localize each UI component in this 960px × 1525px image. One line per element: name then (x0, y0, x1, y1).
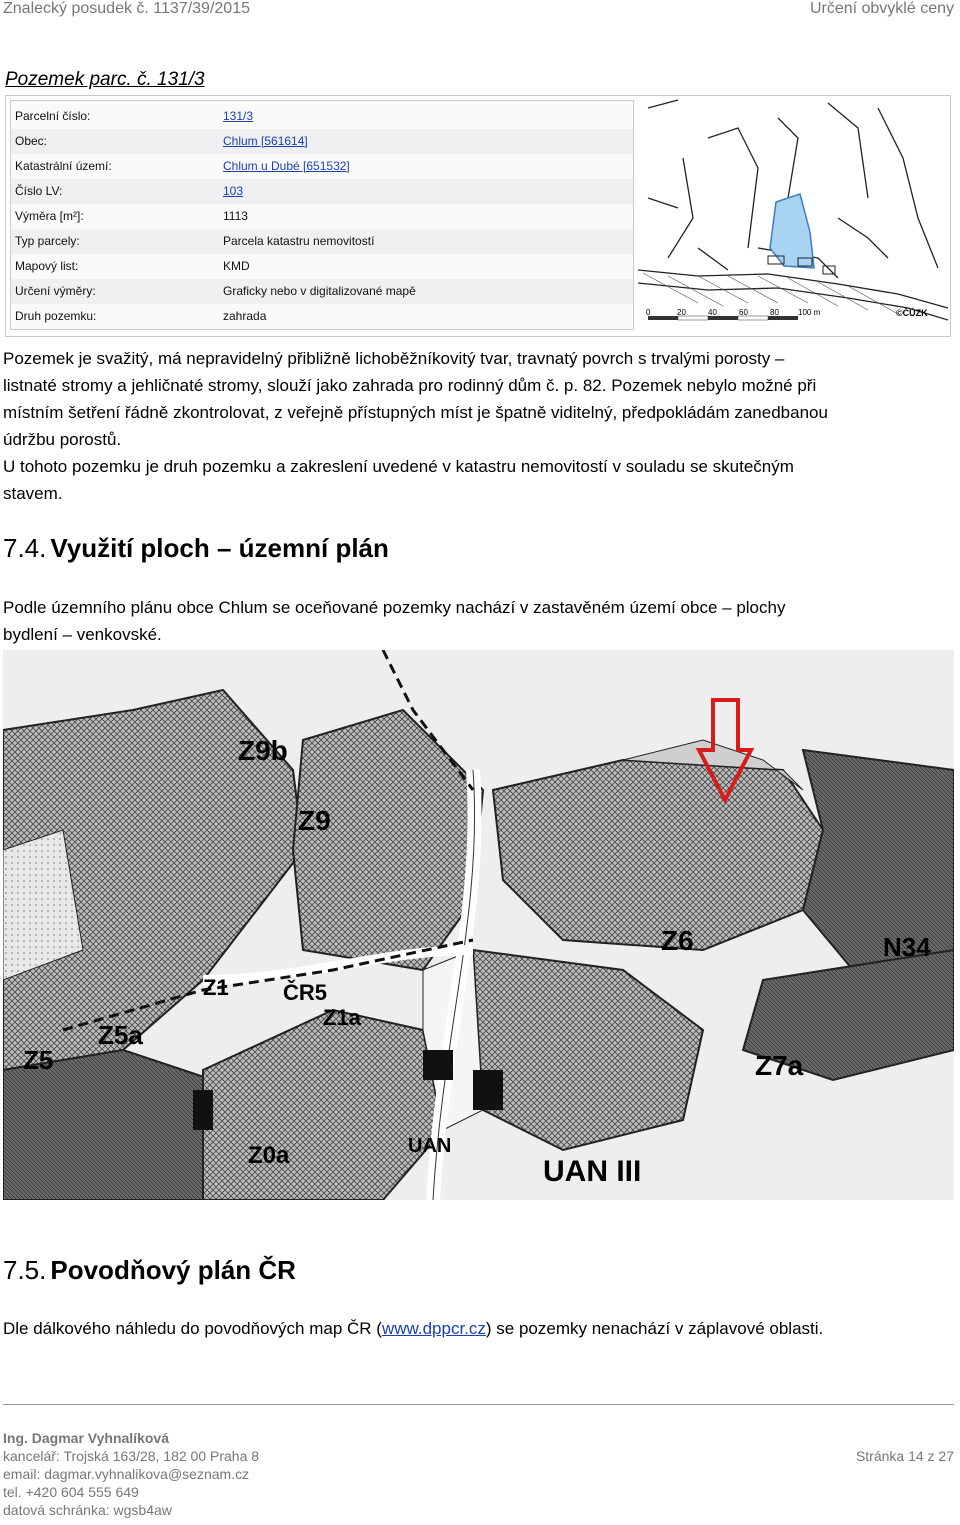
author-name: Ing. Dagmar Vyhnalíková (3, 1430, 169, 1446)
info-key: Mapový list: (15, 259, 79, 273)
author-phone: tel. +420 604 555 649 (3, 1484, 139, 1500)
zone-label: Z1 (203, 975, 229, 1000)
dppcr-link[interactable]: www.dppcr.cz (381, 1319, 486, 1338)
section-number: 7.5. (3, 1255, 47, 1285)
text-line: U tohoto pozemku je druh pozemku a zakreslení uvedené v katastru nemovitostí v souladu se skutečným (3, 457, 794, 476)
scale-tick: 60 (739, 308, 748, 317)
text-line: bydlení – venkovské. (3, 625, 162, 644)
info-value: Graficky nebo v digitalizované mapě (223, 284, 416, 298)
info-key: Číslo LV: (15, 184, 63, 198)
zone-label: Z5a (98, 1020, 143, 1050)
info-value: Parcela katastru nemovitostí (223, 234, 375, 248)
scale-tick: 20 (677, 308, 686, 317)
info-value: zahrada (223, 309, 267, 323)
text-segment: Dle dálkového náhledu do povodňových map ČR ( (3, 1319, 382, 1338)
text-line: listnaté stromy a jehličnaté stromy, slouží jako zahrada pro rodinný dům č. p. 82. Pozemek nebylo možné při (3, 376, 817, 395)
scale-tick: 0 (646, 308, 651, 317)
section-title: Povodňový plán ČR (50, 1255, 296, 1285)
scale-tick: 100 m (798, 308, 821, 317)
info-value-link[interactable]: 103 (223, 184, 244, 198)
info-value-link[interactable]: Chlum [561614] (223, 134, 308, 148)
zone-label: Z0a (248, 1142, 290, 1169)
zone-label: UAN III (543, 1155, 642, 1188)
zone-label: ČR5 (283, 980, 328, 1005)
zone-label: Z7a (755, 1050, 804, 1081)
zone-label: Z1a (323, 1005, 361, 1030)
info-value-link[interactable]: Chlum u Dubé [651532] (223, 159, 350, 173)
parcel-description (3, 345, 958, 507)
info-row (11, 129, 633, 154)
page-number: Stránka 14 z 27 (855, 1448, 954, 1464)
info-row (11, 279, 633, 304)
cadastre-screenshot (5, 95, 951, 337)
flood-plan-paragraph (3, 1315, 958, 1342)
document-header-title: Znalecký posudek č. 1137/39/2015 (3, 0, 250, 17)
info-row (11, 304, 633, 329)
info-key: Určení výměry: (15, 284, 96, 298)
footer-divider (3, 1404, 954, 1405)
info-key: Typ parcely: (15, 234, 80, 248)
text-line: stavem. (3, 484, 63, 503)
zone-label: Z6 (661, 925, 694, 956)
zoning-plan-map (3, 650, 954, 1200)
info-value: 1113 (223, 209, 248, 223)
info-key: Obec: (15, 134, 48, 148)
info-row (11, 154, 633, 179)
info-key: Výměra [m²]: (15, 209, 84, 223)
info-value: KMD (223, 259, 250, 273)
info-key: Druh pozemku: (15, 309, 97, 323)
text-line: místním šetření řádně zkontrolovat, z veřejně přístupných míst je špatně viditelný, předpokládám zanedbanou (3, 403, 828, 422)
land-use-paragraph (3, 594, 958, 648)
zone-label: Z9b (238, 735, 288, 766)
info-key: Parcelní číslo: (15, 109, 91, 123)
text-line: údržbu porostů. (3, 430, 122, 449)
author-email: email: dagmar.vyhnalikova@seznam.cz (3, 1466, 250, 1482)
info-row (11, 104, 633, 129)
scale-tick: 40 (708, 308, 717, 317)
info-row (11, 204, 633, 229)
map-copyright: ©ČÚZK (896, 308, 928, 318)
text-segment: ) se pozemky nenachází v záplavové oblasti. (485, 1319, 824, 1338)
zone-label: Z5 (23, 1045, 54, 1075)
office-address: kancelář: Trojská 163/28, 182 00 Praha 8 (3, 1448, 260, 1464)
zone-label: UAN (408, 1135, 452, 1157)
parcel-title: Pozemek parc. č. 131/3 (5, 69, 205, 90)
scale-tick: 80 (770, 308, 779, 317)
text-line: Podle územního plánu obce Chlum se oceňované pozemky nachází v zastavěném území obce – plochy (3, 598, 786, 617)
document-header-subject: Určení obvyklé ceny (809, 0, 954, 17)
info-row (11, 254, 633, 279)
zoning-map-graphic (3, 650, 954, 1200)
info-row (11, 179, 633, 204)
info-value-link[interactable]: 131/3 (223, 109, 254, 123)
author-databox: datová schránka: wgsb4aw (3, 1502, 172, 1518)
section-title: Využití ploch – územní plán (50, 533, 389, 563)
section-heading-7-4 (3, 533, 389, 564)
parcel-info-table (10, 100, 634, 330)
zone-label: N34 (883, 932, 931, 962)
cadastral-map (638, 98, 948, 332)
section-number: 7.4. (3, 533, 47, 563)
info-key: Katastrální území: (15, 159, 112, 173)
text-line: Pozemek je svažitý, má nepravidelný přibližně lichoběžníkovitý tvar, travnatý povrch s trvalými porosty – (3, 349, 785, 368)
zone-label: Z9 (298, 805, 331, 836)
info-row (11, 229, 633, 254)
section-heading-7-5 (3, 1255, 296, 1286)
